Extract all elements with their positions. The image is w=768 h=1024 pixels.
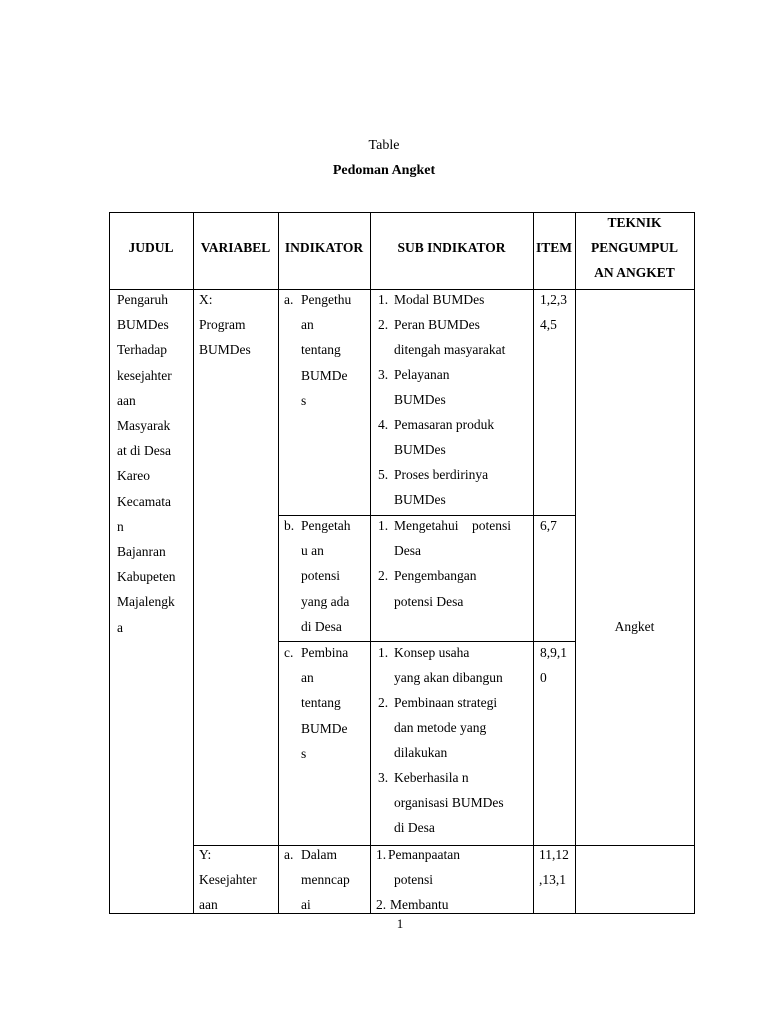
header-judul: JUDUL bbox=[128, 240, 174, 255]
judul-cell: Pengaruh BUMDes Terhadap kesejahter aan Masyarak at di Desa Kareo Kecamata n Bajanran Kabupeten Majalengk a bbox=[117, 292, 176, 635]
item-cell: 8,9,1 0 bbox=[540, 645, 567, 686]
table-caption: Table bbox=[368, 138, 400, 153]
header-variabel: VARIABEL bbox=[200, 240, 271, 255]
header-teknik: TEKNIK PENGUMPUL AN ANGKET bbox=[591, 215, 678, 280]
item-cell: 11,12 ,13,1 bbox=[539, 847, 569, 888]
item-cell: 6,7 bbox=[540, 518, 557, 533]
teknik-cell: Angket bbox=[614, 619, 655, 634]
header-indikator: INDIKATOR bbox=[284, 240, 364, 255]
header-sub-indikator: SUB INDIKATOR bbox=[397, 240, 506, 255]
page-number: 1 bbox=[396, 916, 404, 931]
variabel-x-cell: X: Program BUMDes bbox=[199, 292, 251, 358]
variabel-y-cell: Y: Kesejahter aan bbox=[199, 847, 257, 913]
header-item: ITEM bbox=[535, 240, 572, 255]
item-cell: 1,2,3 4,5 bbox=[540, 292, 567, 333]
table-title: Pedoman Angket bbox=[332, 163, 436, 178]
